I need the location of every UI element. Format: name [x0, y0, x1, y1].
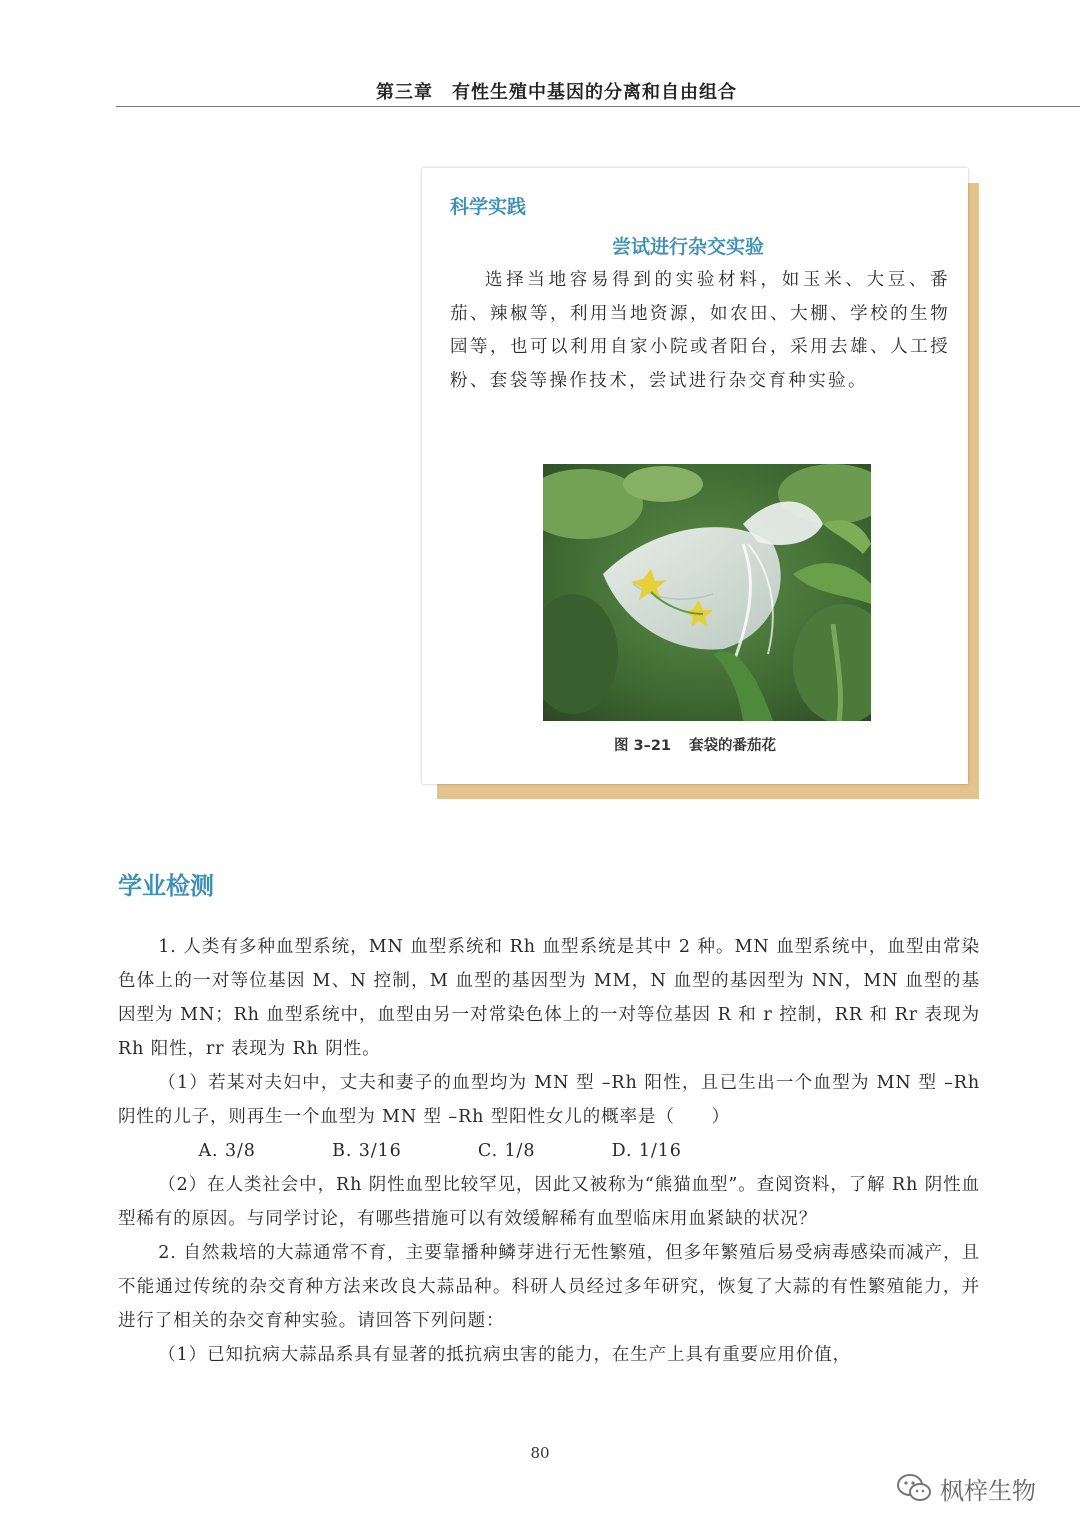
choice-a: A. 3/8 — [198, 1141, 256, 1161]
choice-d: D. 1/16 — [611, 1141, 682, 1161]
watermark-text: 枫梓生物 — [940, 1476, 1036, 1505]
question-2: 2. 自然栽培的大蒜通常不育，主要靠播种鳞芽进行无性繁殖，但多年繁殖后易受病毒感染而减产，且不能通过传统的杂交育种方法来改良大蒜品种。科研人员经过多年研究，恢复了大蒜的有性繁殖能力，并进行了相关的杂交育种实验。请回答下列问题： — [118, 1243, 980, 1331]
chapter-header-title: 第三章 有性生殖中基因的分离和自由组合 — [376, 82, 737, 103]
practice-box-label: 科学实践 — [450, 196, 527, 218]
section-title: 学业检测 — [118, 872, 214, 900]
choice-c: C. 1/8 — [477, 1141, 536, 1161]
question-1: 1. 人类有多种血型系统，MN 血型系统和 Rh 血型系统是其中 2 种。MN 血型系统中，血型由常染色体上的一对等位基因 M、N 控制，M 血型的基因型为 MM，N 血型的基因型为 NN，MN 血型的基因型为 MN；Rh 血型系统中，血型由另一对常染色体上的一对等位基因 R 和 r 控制，RR 和 Rr 表现为 Rh 阳性，rr 表现为 Rh 阴性。 — [118, 937, 980, 1059]
bagged-tomato-flower-image — [543, 464, 871, 721]
question-2-part-1: （1）已知抗病大蒜品系具有显著的抵抗病虫害的能力，在生产上具有重要应用价值， — [158, 1345, 852, 1365]
watermark — [896, 1468, 1036, 1508]
figure-caption — [422, 734, 968, 755]
choice-b: B. 3/16 — [332, 1141, 402, 1161]
wechat-icon — [896, 1473, 932, 1503]
exercise-content — [118, 930, 980, 1372]
figure-caption-text: 套袋的番茄花 — [689, 738, 777, 754]
tomato-flower-bag-photo — [543, 464, 871, 721]
practice-box-body: 选择当地容易得到的实验材料，如玉米、大豆、番茄、辣椒等，利用当地资源，如农田、大棚、学校的生物园等，也可以利用自家小院或者阳台，采用去雄、人工授粉、套袋等操作技术，尝试进行杂交育种实验。 — [450, 270, 950, 391]
question-1-part-1: （1）若某对夫妇中，丈夫和妻子的血型均为 MN 型 –Rh 阳性，且已生出一个血型为 MN 型 –Rh 阴性的儿子，则再生一个血型为 MN 型 –Rh 型阳性女儿的概率是（ ） — [118, 1073, 980, 1127]
page-number: 80 — [530, 1444, 550, 1462]
science-practice-box — [422, 168, 968, 784]
answer-choices — [118, 1134, 980, 1168]
practice-box-title: 尝试进行杂交实验 — [612, 236, 765, 258]
header-divider — [116, 106, 1080, 107]
question-1-part-2: （2）在人类社会中，Rh 阴性血型比较罕见，因此又被称为“熊猫血型”。查阅资料，了解 Rh 阴性血型稀有的原因。与同学讨论，有哪些措施可以有效缓解稀有血型临床用血紧缺的状况？ — [118, 1175, 980, 1229]
figure-number: 图 3–21 — [613, 738, 672, 754]
